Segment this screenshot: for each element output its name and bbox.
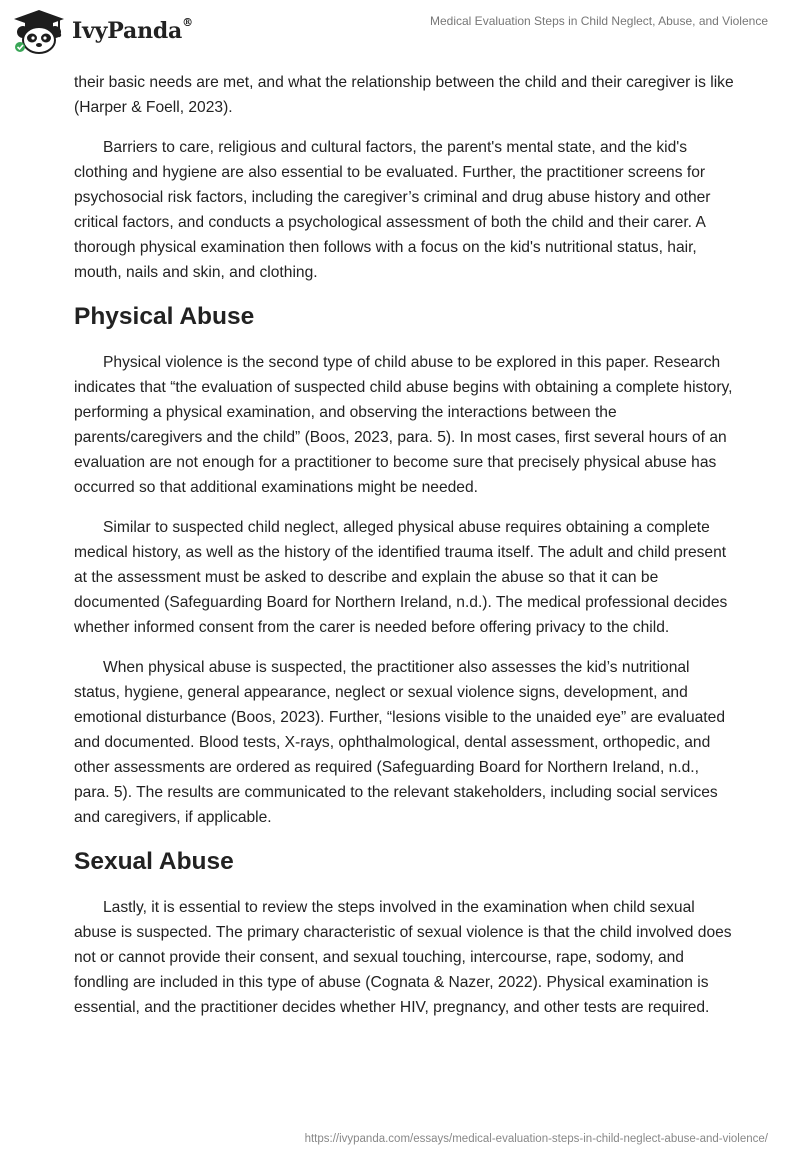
panda-graduation-cap-icon <box>12 8 66 54</box>
paragraph: When physical abuse is suspected, the practitioner also assesses the kid’s nutritional status, hygiene, general appearance, neglect or sexual violence signs, development, and emotional disturbance (Boos, 2023). Further, “lesions visible to the unaided eye” are evaluated and documented. Blood tests, X-rays, ophthalmological, dental assessment, orthopedic, and other assessments are ordered as required (Safeguarding Board for Northern Ireland, n.d., para. 5). The results are communicated to the relevant stakeholders, including social services and caregivers, if applicable. <box>74 659 725 826</box>
paragraph: Similar to suspected child neglect, alleged physical abuse requires obtaining a complete medical history, as well as the history of the identified trauma itself. The adult and child present at the assessment must be asked to describe and explain the abuse so that it can be documented (Safeguarding Board for Northern Ireland, n.d.). The medical professional decides whether informed consent from the carer is needed before offering privacy to the child. <box>74 519 728 636</box>
paragraph: Lastly, it is essential to review the steps involved in the examination when child sexual abuse is suspected. The primary characteristic of sexual violence is that the child involved does not or cannot provide their consent, and sexual touching, intercourse, rape, sodomy, and fondling are included in this type of abuse (Cognata & Nazer, 2022). Physical examination is essential, and the practitioner decides whether HIV, pregnancy, and other tests are required. <box>74 899 732 1016</box>
paragraph: their basic needs are met, and what the relationship between the child and their caregiver is like (Harper & Foell, 2023). <box>74 74 734 116</box>
section-heading-physical-abuse: Physical Abuse <box>74 303 255 330</box>
document-title: Medical Evaluation Steps in Child Neglect, Abuse, and Violence <box>430 14 768 28</box>
paragraph: Physical violence is the second type of child abuse to be explored in this paper. Research indicates that “the evaluation of suspected child abuse begins with obtaining a complete history, performing a physical examination, and observing the interactions between the parents/caregivers and the child” (Boos, 2023, para. 5). In most cases, first several hours of an evaluation are not enough for a practitioner to become sure that precisely physical abuse has occurred so that additional examinations might be needed. <box>74 354 733 496</box>
site-logo[interactable] <box>12 8 193 54</box>
brand-name: IvyPanda® <box>72 16 193 44</box>
page-header <box>0 0 800 70</box>
paragraph: Barriers to care, religious and cultural factors, the parent's mental state, and the kid's clothing and hygiene are also essential to be evaluated. Further, the practitioner screens for psychosocial risk factors, including the caregiver’s criminal and drug abuse history and other critical factors, and conducts a psychological assessment of both the child and their carer. A thorough physical examination then follows with a focus on the kid's nutritional status, hair, mouth, nails and skin, and clothing. <box>74 139 711 281</box>
section-heading-sexual-abuse: Sexual Abuse <box>74 848 234 875</box>
article-body <box>74 70 734 1035</box>
source-url[interactable]: https://ivypanda.com/essays/medical-evaluation-steps-in-child-neglect-abuse-and-violence/ <box>304 1133 768 1145</box>
